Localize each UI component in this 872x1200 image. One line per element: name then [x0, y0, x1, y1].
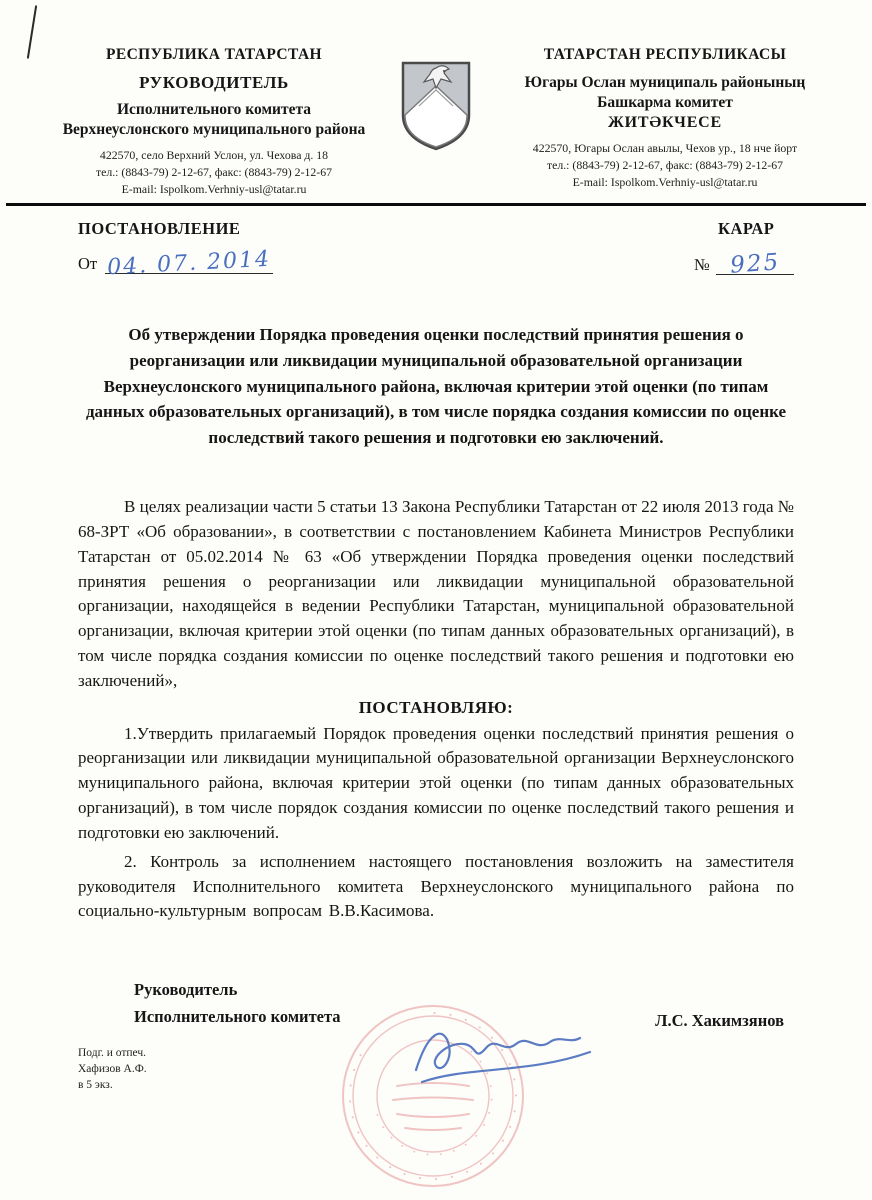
address-block-tt — [478, 140, 852, 191]
number-underline — [716, 248, 794, 279]
phone-line-tt: тел.: (8843-79) 2-12-67, факс: (8843-79) 2-12-67 — [546, 158, 784, 173]
doc-type-russian: ПОСТАНОВЛЕНИЕ — [78, 219, 241, 238]
email-line-ru: E-mail: Ispolkom.Verhniy-usl@tatar.ru — [121, 182, 307, 197]
document-body — [78, 322, 794, 1093]
prepared-by-line3: в 5 экз. — [78, 1078, 113, 1091]
preamble-paragraph: В целях реализации части 5 статьи 13 Закона Республики Татарстан от 22 июля 2013 года № 68-ЗРТ «Об образовании», в соответствии с постановлением Кабинета Министров Республики Татарстан от 05.02.2014 № 63 «Об утверждении Порядка проведения оценки последствий принятия решения о реорганизации или ликвидации муниципальной образовательной организации, находящейся в ведении Республики Татарстан, муниципальной образовательной организации, включая критерии этой оценки (по типам данных образовательных организаций), в том числе порядка создания комиссии по оценке последствий такого решения и подготовки ею заключений», — [78, 497, 794, 690]
letterhead-tatar — [478, 46, 852, 191]
resolution-item-2: 2. Контроль за исполнением настоящего постановления возложить на заместителя руководителя Исполнительного комитета Верхнеуслонского муниципального района по социально-культурным вопросам В.В.Касимова. — [78, 851, 794, 921]
handwritten-signature-icon — [408, 1008, 598, 1100]
handwritten-number: 925 — [729, 249, 781, 279]
date-line — [78, 246, 273, 281]
date-underline — [105, 246, 273, 281]
document-title: Об утверждении Порядка проведения оценки последствий принятия решения о реорганизации или ликвидации муниципальной образовательной организации Верхнеуслонского муниципального района, включая критерии этой оценки (по типам данных образовательных организаций), в том числе порядка создания комиссии по оценке последствий такого решения и подготовки ею заключений. — [85, 325, 787, 448]
header-divider-line — [6, 203, 866, 206]
address-block-ru — [34, 147, 394, 198]
committee-name-ru: Исполнительного комитета — [116, 101, 312, 118]
svg-text:• • • • • • • • • • • • • • •: • • • • • • • • • • • • • • • • • • • • — [371, 1032, 497, 1160]
signer-role-line2: Исполнительного комитета — [134, 1007, 341, 1027]
committee-name-tt: Башкарма комитет — [597, 94, 733, 111]
district-coat-of-arms-icon — [399, 60, 473, 154]
email-line-tt: E-mail: Ispolkom.Verhniy-usl@tatar.ru — [572, 175, 758, 190]
date-label: От — [78, 254, 98, 273]
resolve-heading: ПОСТАНОВЛЯЮ: — [358, 697, 514, 717]
doc-type-tatar: КАРАР — [718, 219, 775, 238]
address-line-tt: 422570, Югары Ослан авылы, Чехов ур., 18 нче йорт — [532, 141, 798, 155]
svg-text:• • • • • • • • • • • • • • •: • • • • • • • • • • • • • • • • • • • • • • • • • • • • — [344, 1007, 522, 1185]
office-title-ru: РУКОВОДИТЕЛЬ — [139, 73, 289, 92]
office-title-tt: ЖИТӘКЧЕСЕ — [608, 114, 722, 131]
signer-role — [134, 976, 341, 1030]
phone-line-ru: тел.: (8843-79) 2-12-67, факс: (8843-79) 2-12-67 — [95, 165, 333, 180]
letterhead-russian — [34, 46, 394, 198]
district-name-ru: Верхнеуслонского муниципального района — [62, 121, 366, 138]
signer-role-line1: Руководитель — [134, 980, 238, 1000]
republic-name-ru: РЕСПУБЛИКА ТАТАРСТАН — [105, 46, 323, 63]
signer-name: Л.С. Хакимзянов — [655, 1010, 784, 1030]
prepared-by-line1: Подг. и отпеч. — [78, 1046, 147, 1059]
prepared-by-line2: Хафизов А.Ф. — [78, 1062, 147, 1075]
number-label: № — [694, 255, 710, 274]
resolution-item-1: 1.Утвердить прилагаемый Порядок проведения оценки последствий принятия решения о реорганизации или ликвидации муниципальной образовательной организации Верхнеуслонского муниципального района, включая критерии этой оценки (по типам данных образовательных организаций), в том числе порядок создания комиссии по оценке последствий такого решения и подготовки ею заключений. — [78, 723, 794, 842]
district-name-tt: Югары Ослан муниципаль районының — [524, 74, 806, 91]
republic-name-tt: ТАТАРСТАН РЕСПУБЛИКАСЫ — [543, 46, 787, 63]
handwritten-date: 04. 07. 2014 — [106, 246, 272, 281]
address-line-ru: 422570, село Верхний Услон, ул. Чехова д. 18 — [99, 148, 329, 162]
number-line — [694, 248, 794, 279]
